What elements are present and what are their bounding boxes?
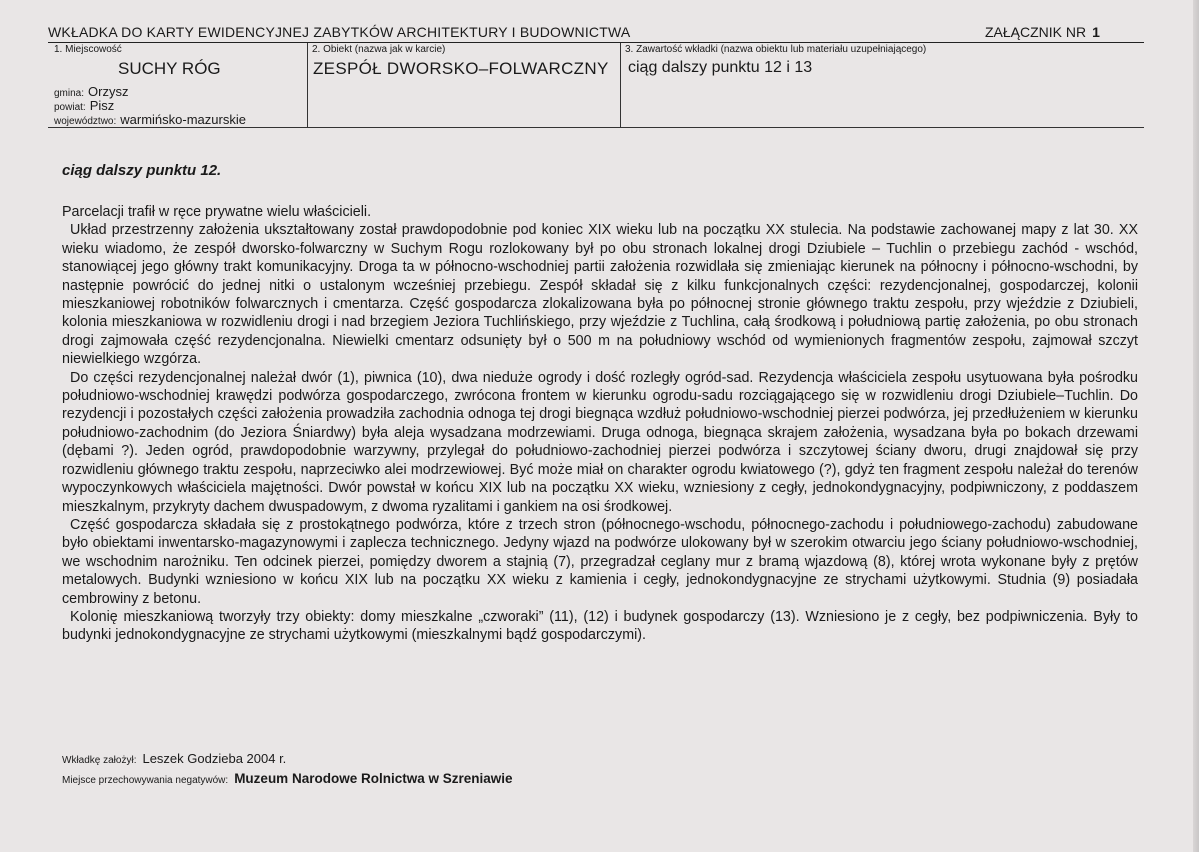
storage-row [62,771,513,786]
header-rule [48,42,1144,43]
annex-number: 1 [1092,24,1100,40]
gmina-row [54,84,128,99]
woj-label: województwo: [54,116,117,127]
section-heading: ciąg dalszy punktu 12. [62,162,222,179]
powiat-value: Pisz [89,98,115,113]
powiat-row [54,98,114,113]
paragraph-2: Układ przestrzenny założenia ukształtowany został prawdopodobnie pod koniec XIX wieku lub na początku XX stulecia. Na podstawie zachowanej mapy z lat 30. XX wieku wiadomo, że zespół dworsko-folwarczny w Suchym Rogu rozlokowany był po obu stronach lokalnej drogi Dziubiele – Tuchlin o przebiegu zachód - wschód, stanowiącej jego główny trakt komunikacyjny. Droga ta w północno-wschodniej partii założenia rozwidlała się zmieniając kierunek na północny i północno-wschodni, by następnie powrócić do jednej nitki o ustalonym wcześniej przebiegu. Zespół składał się z kilku funkcjonalnych części: rezydencjonalnej, gospodarczej, kolonii mieszkaniowej robotników folwarcznych i cmentarza. Część gospodarcza zlokalizowana była po północnej stronie głównego traktu zespołu, przy wjeździe z Dziubieli, kolonia mieszkaniowa w rozwidleniu drogi i nad brzegiem Jeziora Tuchlińskiego, przy wjeździe z Tuchlina, całą środkową i południową partię założenia, po obu stronach drogi zajmowała część rezydencjonalna. Niewielki cmentarz odsunięty był o 500 m na południowy wschód od wymienionych fragmentów zespołu, zajmował szczyt niewielkiego wzgórza. [62,222,1138,368]
paragraph-5: Kolonię mieszkaniową tworzyły trzy obiekty: domy mieszkalne „czworaki” (11), (12) i budynek gospodarczy (13). Wzniesiono je z cegły, bez podpiwniczenia. Były to budynki jednokondygnacyjne ze strychami użytkowymi (mieszkalnymi bądź gospodarczymi). [62,608,1138,644]
woj-row [54,112,246,127]
object-value: ZESPÓŁ DWORSKO–FOLWARCZNY [313,59,609,78]
object-label: 2. Obiekt (nazwa jak w karcie) [312,44,446,55]
author-row [62,751,286,766]
form-title: WKŁADKA DO KARTY EWIDENCYJNEJ ZABYTKÓW ARCHITEKTURY I BUDOWNICTWA [48,24,631,40]
author-label: Wkładkę założył: [62,755,137,766]
paragraph-4: Część gospodarcza składała się z prostokątnego podwórza, które z trzech stron (północnego-wschodu, północnego-zachodu i południowego-zachodu) zabudowane było obiektami inwentarsko-magazynowymi i zaplecza technicznego. Jedyny wjazd na podwórze ulokowany był w szerokim otwarciu jego ściany południowo-wschodniej, we wschodnim narożniku. Ten odcinek pierzei, pomiędzy dworem a stajnią (7), przegradzał ceglany mur z bramą wjazdową (8), której wrota wykonane były z prętów metalowych. Budynki wzniesiono w końcu XIX lub na początku XX wieku z kamienia i cegły, jednokondygnacyjne ze strychami użytkowymi. Studnia (9) posiadała cembrowiny z betonu. [62,516,1138,607]
content-label: 3. Zawartość wkładki (nazwa obiektu lub materiału uzupełniającego) [625,44,927,55]
paragraph-3: Do części rezydencjonalnej należał dwór (1), piwnica (10), dwa nieduże ogrody i dość rozległy ogród-sad. Rezydencja właściciela zespołu usytuowana była pośrodku południowo-wschodniej krawędzi podwórza gospodarczego, zwrócona frontem w kierunku ogrodu-sadu rozciągającego się w rozwidleniu drogi Dziubiele–Tuchlin. Do rezydencji i pozostałych części założenia prowadziła zachodnia odnoga tej drogi biegnąca wzdłuż południowo-wschodniej pierzei podwórza, jej przedłużeniem w kierunku południowo-zachodnim (do Jeziora Śniardwy) była aleja wysadzana modrzewiami. Druga odnoga, biegnąca skrajem założenia, wysadzana była po bokach drzewami (dębami ?). Jeden ogród, prawdopodobnie warzywny, przylegał do południowo-zachodniej pierzei podwórza i szczytowej ściany dworu, drugi znajdował się przy rozwidleniu głównego traktu zespołu, naprzeciwko alei modrzewiowej. Być może miał on charakter ogrodu kwiatowego (?), gdyż ten fragment zespołu należał do terenów wypoczynkowych właściciela majętności. Dwór powstał w końcu XIX lub na początku XX wieku, wzniesiony z cegły, jednokondygnacyjny, podpiwniczony, z poddaszem mieszkalnym, przykryty dachem dwuspadowym, z dwoma ryzalitami i gankiem na osi środkowej. [62,369,1138,515]
annex-label [985,24,1100,40]
woj-value: warmińsko-mazurskie [120,112,246,127]
powiat-label: powiat: [54,102,86,113]
gmina-label: gmina: [54,88,85,99]
annex-label-text: ZAŁĄCZNIK NR [985,24,1087,40]
locality-value: SUCHY RÓG [118,59,221,78]
storage-label: Miejsce przechowywania negatywów: [62,775,229,786]
storage-value: Muzeum Narodowe Rolnictwa w Szreniawie [234,771,513,786]
box-divider-1 [307,43,308,127]
paragraph-1: Parcelacji trafił w ręce prywatne wielu właścicieli. [62,204,372,220]
body-text [62,203,1138,645]
gmina-value: Orzysz [88,84,129,99]
box-bottom-rule [48,127,1144,128]
scan-edge [1193,0,1199,852]
locality-label: 1. Miejscowość [54,44,122,55]
box-divider-2 [620,43,621,127]
author-value: Leszek Godzieba 2004 r. [142,751,287,766]
content-value: ciąg dalszy punktu 12 i 13 [628,59,813,76]
